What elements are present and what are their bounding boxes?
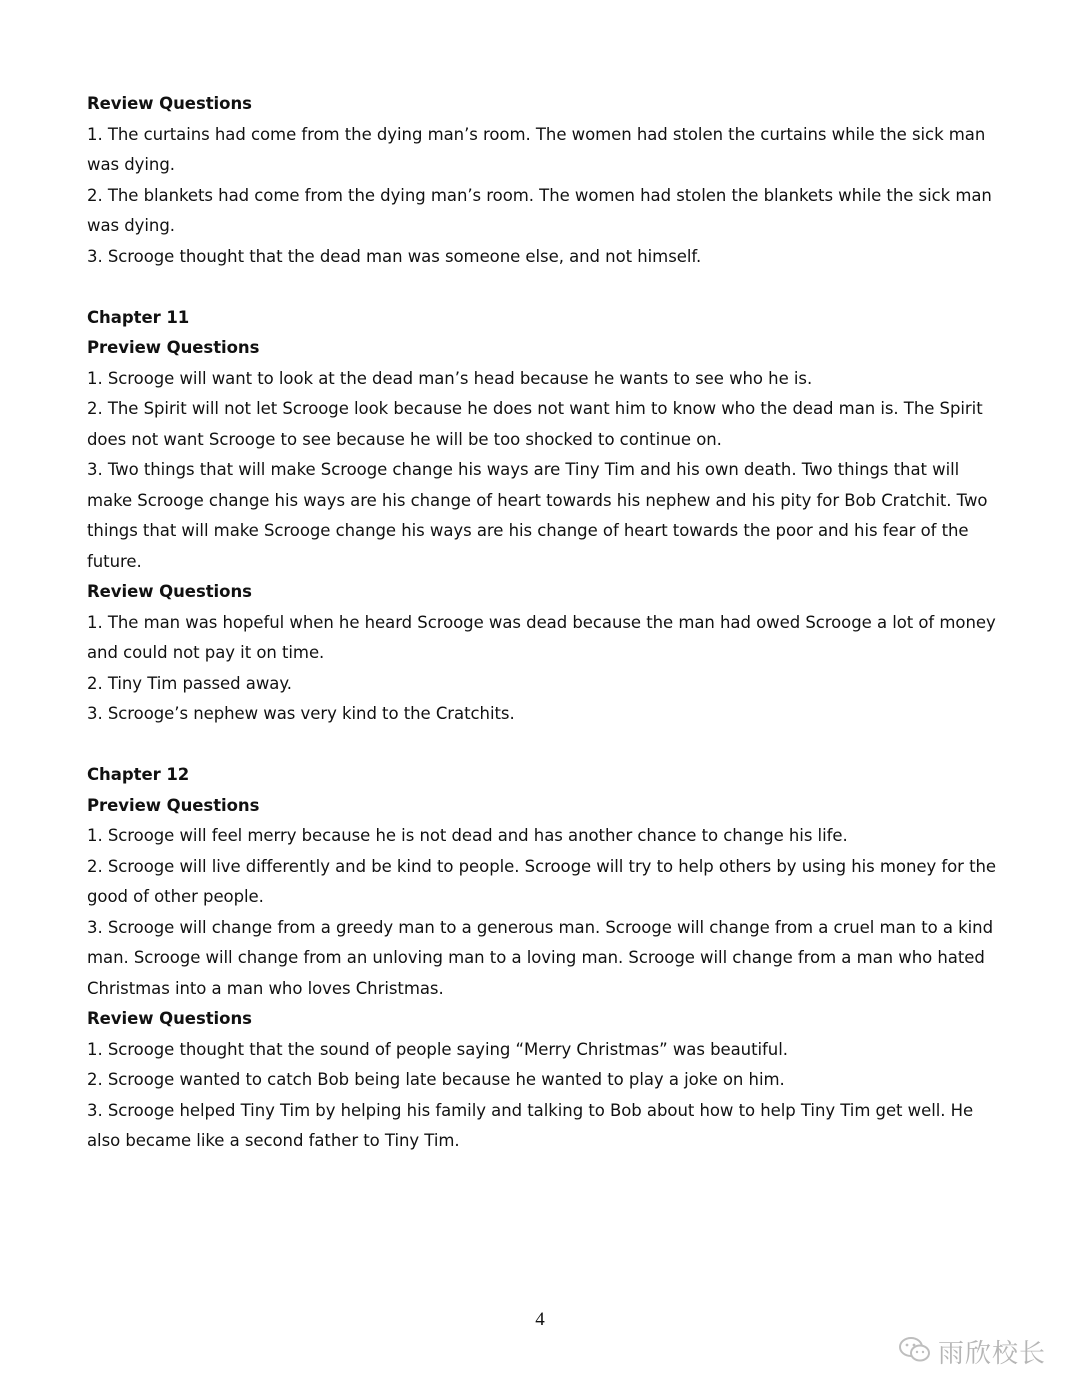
section-heading-preview: Preview Questions xyxy=(87,338,260,357)
answer-item: 2. The blankets had come from the dying man’s room. The women had stolen the blankets while the sick man was dying. xyxy=(87,185,992,235)
answer-item: 1. Scrooge thought that the sound of people saying “Merry Christmas” was beautiful. xyxy=(87,1039,788,1059)
answer-item: 3. Scrooge helped Tiny Tim by helping his family and talking to Bob about how to help Tiny Tim get well. He also became like a second father to Tiny Tim. xyxy=(87,1100,974,1150)
watermark xyxy=(898,1333,1046,1370)
watermark-text: 雨欣校长 xyxy=(937,1339,1046,1369)
answer-item: 3. Scrooge thought that the dead man was someone else, and not himself. xyxy=(87,246,702,266)
section-heading-review: Review Questions xyxy=(87,1009,252,1028)
answer-item: 3. Scrooge will change from a greedy man to a generous man. Scrooge will change from a cruel man to a kind man. Scrooge will change from an unloving man to a loving man. Scrooge will change from a man who hated Christmas into a man who loves Christmas. xyxy=(87,917,993,998)
answer-item: 2. Tiny Tim passed away. xyxy=(87,673,292,693)
answer-item: 3. Two things that will make Scrooge change his ways are Tiny Tim and his own death. Two things that will make Scrooge change his ways are his change of heart towards his nephew and his pity for Bob Cratchit. Two things that will make Scrooge change his ways are his change of heart towards the poor and his fear of the future. xyxy=(87,460,988,571)
spacer xyxy=(87,730,1002,761)
section-heading-review: Review Questions xyxy=(87,94,252,113)
answer-item: 3. Scrooge’s nephew was very kind to the Cratchits. xyxy=(87,704,515,723)
answer-item: 2. The Spirit will not let Scrooge look because he does not want him to know who the dead man is. The Spirit does not want Scrooge to see because he will be too shocked to continue on. xyxy=(87,399,983,449)
document-page xyxy=(87,89,1002,1157)
page-number: 4 xyxy=(535,1309,545,1330)
section-heading-preview: Preview Questions xyxy=(87,795,260,815)
answer-item: 2. Scrooge wanted to catch Bob being late because he wanted to play a joke on him. xyxy=(87,1070,785,1089)
section-heading-review: Review Questions xyxy=(87,582,252,601)
spacer xyxy=(87,272,1002,303)
chapter-title: Chapter 12 xyxy=(87,765,190,784)
wechat-icon xyxy=(898,1335,932,1369)
answer-item: 1. The man was hopeful when he heard Scrooge was dead because the man had owed Scrooge a lot of money and could not pay it on time. xyxy=(87,612,996,662)
answer-item: 1. Scrooge will feel merry because he is not dead and has another chance to change his life. xyxy=(87,826,848,845)
chapter-title: Chapter 11 xyxy=(87,307,190,327)
answer-item: 1. The curtains had come from the dying man’s room. The women had stolen the curtains while the sick man was dying. xyxy=(87,124,986,174)
answer-item: 1. Scrooge will want to look at the dead man’s head because he wants to see who he is. xyxy=(87,368,813,388)
answer-item: 2. Scrooge will live differently and be kind to people. Scrooge will try to help others by using his money for the good of other people. xyxy=(87,856,997,906)
